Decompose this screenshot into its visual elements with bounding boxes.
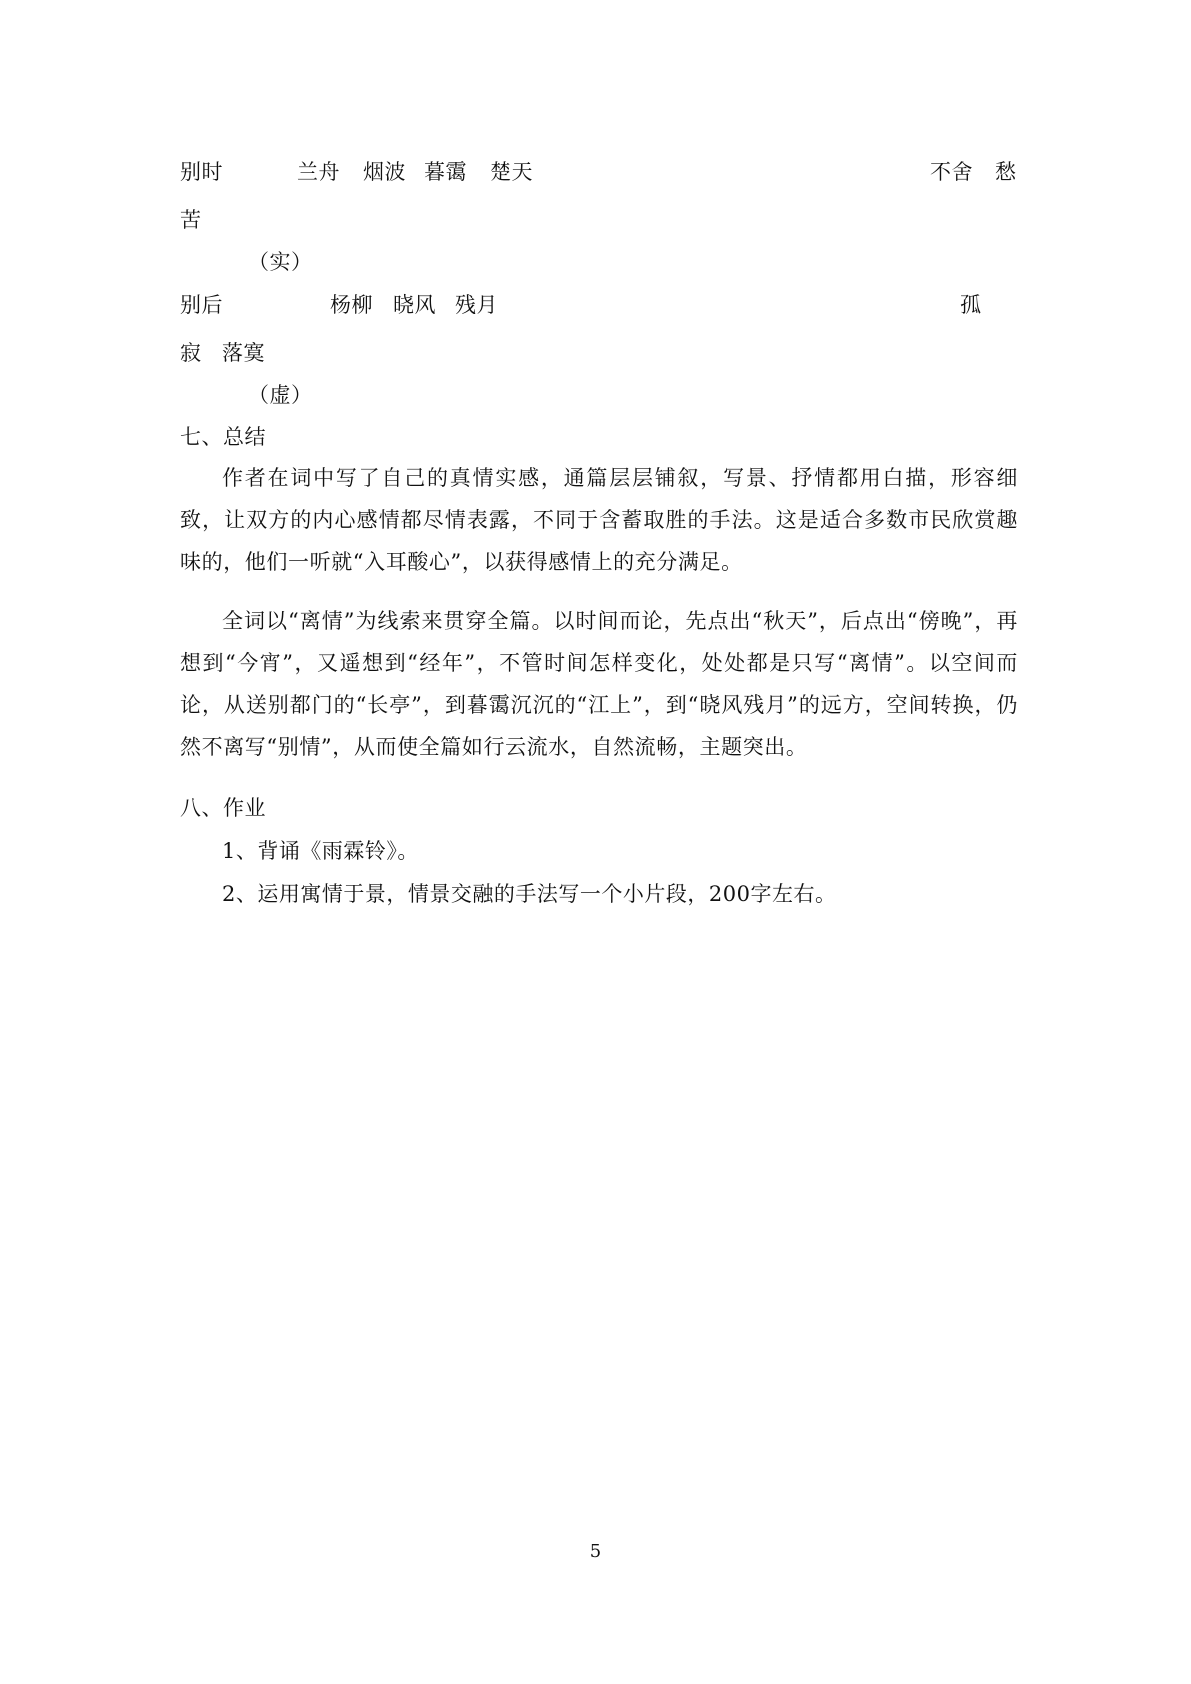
diagram-row1-emotion-b: 愁 — [995, 160, 1017, 184]
diagram-row2-image-3: 残月 — [455, 293, 498, 317]
diagram-row1-image-3: 暮霭 — [424, 160, 467, 184]
diagram-row1-image-1: 兰舟 — [297, 160, 340, 184]
diagram-row2-image-2: 晓风 — [393, 293, 436, 317]
diagram-row2-emotion-a: 孤 — [960, 293, 982, 317]
diagram-row2-image-1: 杨柳 — [330, 293, 373, 317]
section8-heading: 八、作业 — [180, 796, 266, 820]
diagram-row1-label: 别时 — [180, 160, 223, 184]
diagram-row2-label: 别后 — [180, 293, 223, 317]
section8-item-1: 1、背诵《雨霖铃》。 — [222, 839, 419, 863]
diagram-row1-note: （实） — [248, 250, 313, 274]
diagram-row1-image-2: 烟波 — [363, 160, 406, 184]
section7-heading: 七、总结 — [180, 425, 266, 449]
section8-item-2: 2、运用寓情于景，情景交融的手法写一个小片段，200字左右。 — [222, 882, 837, 906]
diagram-row2-note: （虚） — [248, 383, 313, 407]
diagram-row1-image-4: 楚天 — [490, 160, 533, 184]
section7-paragraph-2: 全词以“离情”为线索来贯穿全篇。以时间而论，先点出“秋天”，后点出“傍晚”，再想到“今宵”，又遥想到“经年”，不管时间怎样变化，处处都是只写“离情”。以空间而论，从送别都门的“长亭”，到暮霭沉沉的“江上”，到“晓风残月”的远方，空间转换，仍然不离写“别情”，从而使全篇如行云流水，自然流畅，主题突出。 — [180, 609, 1018, 759]
diagram-row2-emotion-wrap-b: 落寞 — [222, 341, 265, 365]
diagram-row2-emotion-wrap-a: 寂 — [180, 341, 202, 365]
section7-paragraph-1: 作者在词中写了自己的真情实感，通篇层层铺叙，写景、抒情都用白描，形容细致，让双方的内心感情都尽情表露，不同于含蓄取胜的手法。这是适合多数市民欣赏趣味的，他们一听就“入耳酸心”，以获得感情上的充分满足。 — [180, 466, 1018, 574]
page-number: 5 — [589, 1541, 602, 1562]
diagram-row1-emotion-wrap: 苦 — [180, 208, 202, 232]
diagram-row1-emotion-a: 不舍 — [930, 160, 973, 184]
